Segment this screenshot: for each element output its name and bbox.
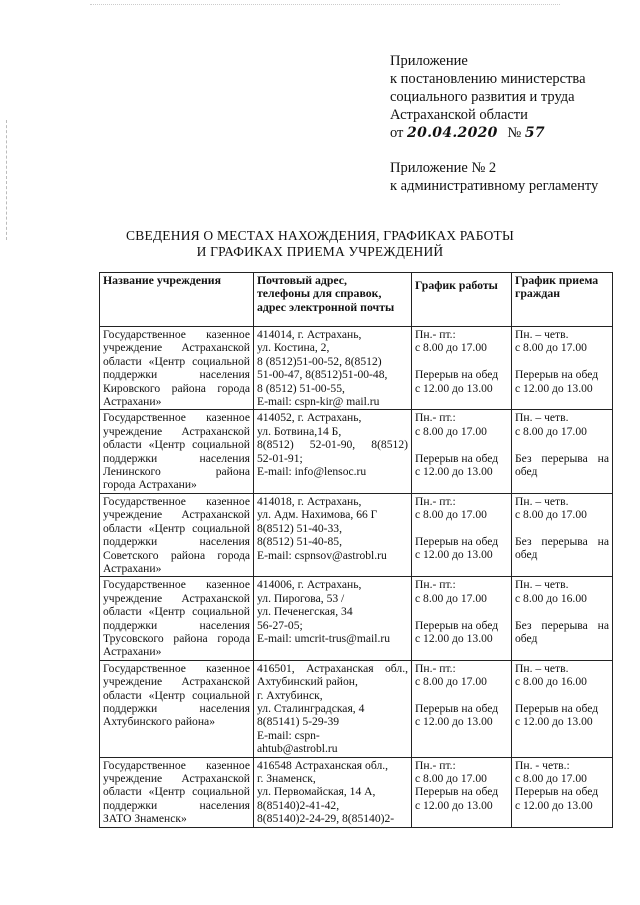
cell-line: Пн.- пт.: [415,494,456,508]
cell-line: Государственное казенное [103,578,250,592]
cell-line: Пн. - четв.: [515,758,570,772]
cell-line: учреждение Астраханской [103,675,250,689]
cell-line: Пн.- пт.: [415,411,456,425]
cell-line: Перерыв на обед [415,618,499,632]
cell-line: Перерыв на обед [415,701,499,715]
cell-line [515,689,609,702]
cell-line: Пн. – четв. [515,661,569,675]
cell-line: поддержки населения [103,701,250,715]
cell-line: 51-00-47, 8(8512)51-00-48, [257,368,388,382]
table-row [100,577,613,660]
cell-line: Пн. – четв. [515,328,569,341]
cell-line: ул. Печенегская, 34 [257,605,353,619]
cell-line: Перерыв на обед [415,451,499,465]
cell-line: с 8.00 до 16.00 [515,591,587,605]
cell-line: Ахтубинский район, [257,675,358,689]
cell-line: с 8.00 до 17.00 [415,591,487,605]
cell-line: 8(85140)2-41-42, [257,798,340,812]
cell-line: Государственное казенное [103,328,250,341]
appendix-2-title: Приложение № 2 [390,160,497,176]
cell-line: учреждение Астраханской [103,772,250,785]
cell-line: Пн.- пт.: [415,661,456,675]
cell-line: Астрахани» [103,395,162,409]
cell-line: с 12.00 до 13.00 [415,548,493,562]
cell-line: 8(85140)2-24-29, 8(85140)2- [257,812,395,826]
cell-line: Кировского района города [103,381,250,395]
cell-line: обед [515,631,538,645]
cell-line: Ахтубинского района» [103,715,215,729]
cell-line: Перерыв на обед [515,701,599,715]
institution-name-cell [100,410,254,493]
appendix-line: к постановлению министерства [390,71,586,87]
reception-schedule-cell [512,577,613,660]
institution-name-cell [100,577,254,660]
cell-line: с 12.00 до 13.00 [415,631,493,645]
date-prefix: от [390,125,404,141]
cell-line: Без перерыва на [515,535,609,549]
appendix-line: Астраханской области [390,107,528,123]
cell-line: 8 (8512) 51-00-55, [257,381,345,395]
cell-line: поддержки населения [103,535,250,549]
cell-line: с 8.00 до 16.00 [515,675,587,689]
appendix-2-subtitle: к административному регламенту [390,178,599,194]
cell-line: 416548 Астраханская обл., [257,758,389,772]
cell-line: поддержки населения [103,451,250,465]
cell-line: 414006, г. Астрахань, [257,578,362,592]
cell-line [415,438,508,451]
cell-line: области «Центр социальной [103,785,250,799]
header-work-schedule: График работы [412,273,512,327]
address-cell [254,327,412,410]
handwritten-date: 20.04.2020 [407,125,498,141]
cell-line: поддержки населения [103,798,250,812]
cell-line: с 12.00 до 13.00 [415,381,493,395]
cell-line: учреждение Астраханской [103,508,250,522]
cell-line: Трусовского района города [103,631,250,645]
cell-line: ул. Адм. Нахимова, 66 Г [257,508,378,522]
cell-line: с 12.00 до 13.00 [515,381,593,395]
cell-line: Пн.- пт.: [415,578,456,592]
appendix-header [390,52,586,142]
cell-line: 8(8512) 51-40-33, [257,521,343,535]
scan-artifact [90,4,560,6]
address-cell [254,660,412,757]
cell-line: Без перерыва на [515,451,609,465]
cell-line: 8(8512) 52-01-90, 8(8512) [257,438,408,452]
cell-line: с 8.00 до 17.00 [515,424,587,438]
cell-line: учреждение Астраханской [103,424,250,438]
title-line: СВЕДЕНИЯ О МЕСТАХ НАХОЖДЕНИЯ, ГРАФИКАХ РАБОТЫ [126,228,514,243]
cell-line: области «Центр социальной [103,438,250,452]
cell-line: области «Центр социальной [103,354,250,368]
cell-line: Перерыв на обед [415,368,499,382]
cell-line: Перерыв на обед [415,535,499,549]
cell-line: области «Центр социальной [103,605,250,619]
work-schedule-cell [412,493,512,576]
work-schedule-cell [412,410,512,493]
cell-line: E-mail: cspn- [257,728,320,742]
cell-line: с 8.00 до 17.00 [515,341,587,355]
appendix-date-line [390,124,586,142]
cell-line: ahtub@astrobl.ru [257,742,338,756]
cell-line: 56-27-05; [257,618,303,632]
cell-line: Пн.- пт.: [415,328,456,341]
address-cell [254,493,412,576]
cell-line: 414014, г. Астрахань, [257,328,362,341]
work-schedule-cell [412,327,512,410]
title-line: И ГРАФИКАХ ПРИЕМА УЧРЕЖДЕНИЙ [196,244,444,259]
cell-line: Без перерыва на [515,618,609,632]
cell-line [515,605,609,618]
cell-line [415,605,508,618]
cell-line: поддержки населения [103,618,250,632]
cell-line [415,689,508,702]
cell-line [515,355,609,368]
cell-line: E-mail: cspn-kir@ mail.ru [257,395,380,409]
cell-line: ЗАТО Знаменск» [103,812,187,826]
address-cell [254,757,412,827]
cell-line: Пн. – четв. [515,411,569,425]
cell-line [515,438,609,451]
cell-line: Государственное казенное [103,661,250,675]
cell-line: Пн. – четв. [515,494,569,508]
institution-name-cell [100,757,254,827]
cell-line: с 8.00 до 17.00 [515,508,587,522]
institution-name-cell [100,660,254,757]
cell-line: с 12.00 до 13.00 [515,798,593,812]
institution-name-cell [100,327,254,410]
header-address: Почтовый адрес, телефоны для справок, адрес электронной почты [254,273,412,327]
cell-line: Государственное казенное [103,411,250,425]
cell-line: учреждение Астраханской [103,341,250,355]
institutions-table [99,272,613,828]
table-row [100,327,613,410]
work-schedule-cell [412,577,512,660]
cell-line: ул. Сталинградская, 4 [257,701,365,715]
cell-line: с 8.00 до 17.00 [515,772,587,785]
cell-line: с 8.00 до 17.00 [415,341,487,355]
work-schedule-cell [412,757,512,827]
cell-line: E-mail: umcrit-trus@mail.ru [257,631,391,645]
scan-edge-mark [6,120,8,240]
cell-line [515,522,609,535]
appendix-line: Приложение [390,53,468,69]
table-row [100,757,613,827]
cell-line: E-mail: info@lensoc.ru [257,465,367,479]
cell-line: 8 (8512)51-00-52, 8(8512) [257,354,382,368]
institution-name-cell [100,493,254,576]
cell-line: обед [515,548,538,562]
cell-line: Астрахани» [103,645,162,659]
cell-line: области «Центр социальной [103,688,250,702]
cell-line: ул. Пирогова, 53 / [257,591,345,605]
cell-line: с 12.00 до 13.00 [415,715,493,729]
cell-line: 8(85141) 5-29-39 [257,715,340,729]
cell-line: 8(8512) 51-40-85, [257,535,343,549]
cell-line: ул. Ботвина,14 Б, [257,424,342,438]
cell-line: E-mail: cspnsov@astrobl.ru [257,548,387,562]
cell-line: Пн. – четв. [515,578,569,592]
cell-line: Перерыв на обед [515,368,599,382]
cell-line [415,522,508,535]
handwritten-number: 57 [524,125,545,141]
document-title [0,228,640,260]
number-prefix: № [507,125,522,141]
appendix-line: социального развития и труда [390,89,575,105]
cell-line: Перерыв на обед [415,785,499,799]
cell-line: 416501, Астраханская обл., [257,661,408,675]
table-header-row [100,273,613,327]
table-row [100,660,613,757]
table-row [100,410,613,493]
cell-line: с 8.00 до 17.00 [415,424,487,438]
cell-line: ул. Первомайская, 14 А, [257,785,376,799]
cell-line: г. Ахтубинск, [257,688,323,702]
cell-line [415,355,508,368]
cell-line: Государственное казенное [103,494,250,508]
cell-line: Пн.- пт.: [415,758,456,772]
cell-line: области «Центр социальной [103,521,250,535]
table-row [100,493,613,576]
reception-schedule-cell [512,327,613,410]
address-cell [254,410,412,493]
cell-line: 52-01-91; [257,451,303,465]
cell-line: 414052, г. Астрахань, [257,411,362,425]
cell-line: с 8.00 до 17.00 [415,675,487,689]
cell-line: с 12.00 до 13.00 [515,715,593,729]
header-reception-schedule: График приема граждан [512,273,613,327]
appendix-2-header [390,159,598,195]
reception-schedule-cell [512,410,613,493]
work-schedule-cell [412,660,512,757]
cell-line: Государственное казенное [103,758,250,772]
cell-line: с 8.00 до 17.00 [415,772,487,785]
cell-line: 414018, г. Астрахань, [257,494,362,508]
cell-line: Ленинского района [103,465,250,479]
reception-schedule-cell [512,660,613,757]
cell-line: Астрахани» [103,561,162,575]
reception-schedule-cell [512,493,613,576]
cell-line: обед [515,465,538,479]
cell-line: ул. Костина, 2, [257,341,330,355]
header-name: Название учреждения [100,273,254,327]
cell-line: с 12.00 до 13.00 [415,798,493,812]
cell-line: г. Знаменск, [257,772,316,785]
cell-line: с 12.00 до 13.00 [415,465,493,479]
cell-line: города Астрахани» [103,478,197,492]
cell-line: с 8.00 до 17.00 [415,508,487,522]
reception-schedule-cell [512,757,613,827]
cell-line: учреждение Астраханской [103,591,250,605]
address-cell [254,577,412,660]
cell-line: Советского района города [103,548,250,562]
cell-line: поддержки населения [103,368,250,382]
cell-line: Перерыв на обед [515,785,599,799]
